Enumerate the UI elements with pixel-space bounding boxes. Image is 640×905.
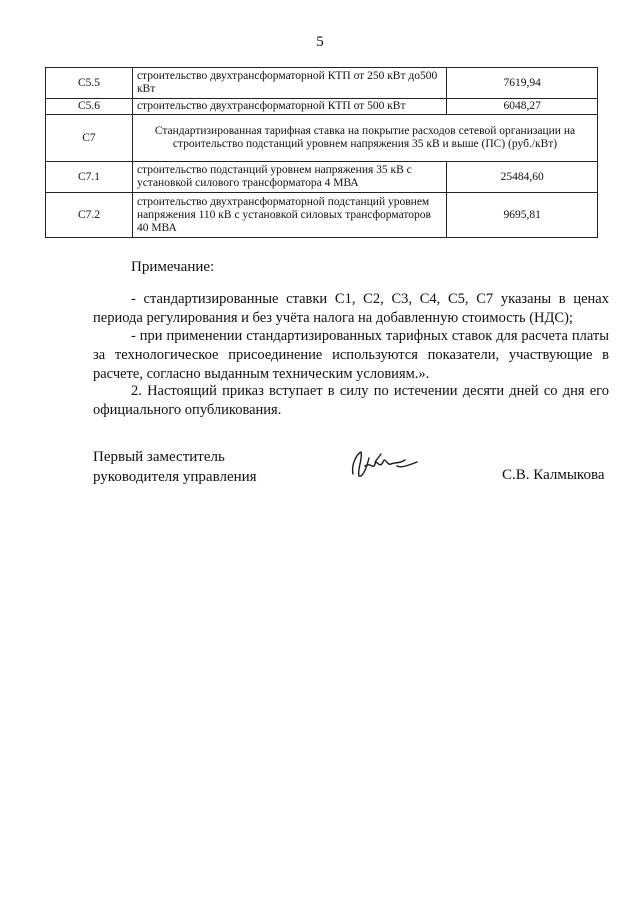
row-value: 25484,60 [447,162,598,193]
section-header-description: Стандартизированная тарифная ставка на покрытие расходов сетевой организации на строительство подстанций уровнем напряжения 35 кВ и выше (ПС) (руб./кВт) [132,115,597,162]
row-code: С5.5 [46,68,133,99]
signatory-position [93,447,257,487]
row-description: строительство подстанций уровнем напряжения 35 кВ с установкой силового трансформатора 4 МВА [132,162,446,193]
row-value: 6048,27 [447,99,598,115]
tariff-table [45,67,598,238]
position-line-2: руководителя управления [93,469,257,485]
row-description: строительство двухтрансформаторной КТП от 250 кВт до500 кВт [132,68,446,99]
position-line-1: Первый заместитель [93,449,225,465]
row-code: С7 [46,115,133,162]
table-row [46,68,598,99]
table-row-section-header [46,115,598,162]
row-description: строительство двухтрансформаторной КТП от 500 кВт [132,99,446,115]
row-code: С5.6 [46,99,133,115]
signer-name: С.В. Калмыкова [502,467,605,483]
row-description: строительство двухтрансформаторной подстанций уровнем напряжения 110 кВ с установкой силовых трансформаторов 40 МВА [132,193,446,238]
handwritten-signature [345,444,425,484]
order-clause-2: 2. Настоящий приказ вступает в силу по истечении десяти дней со дня его официального опубликования. [93,383,609,418]
row-code: С7.2 [46,193,133,238]
page-number: 5 [316,34,324,50]
note-title: Примечание: [131,259,215,275]
note-item-1: - стандартизированные ставки С1, С2, С3, С4, С5, С7 указаны в ценах периода регулирования и без учёта налога на добавленную стоимость (НДС); [93,291,609,326]
row-value: 7619,94 [447,68,598,99]
table-row [46,162,598,193]
table-row [46,193,598,238]
table-row [46,99,598,115]
row-code: С7.1 [46,162,133,193]
note-item-2: - при применении стандартизированных тарифных ставок для расчета платы за технологическое присоединение используются показатели, участвующие в расчете, согласно выданным техническим условиям.». [93,328,609,382]
row-value: 9695,81 [447,193,598,238]
